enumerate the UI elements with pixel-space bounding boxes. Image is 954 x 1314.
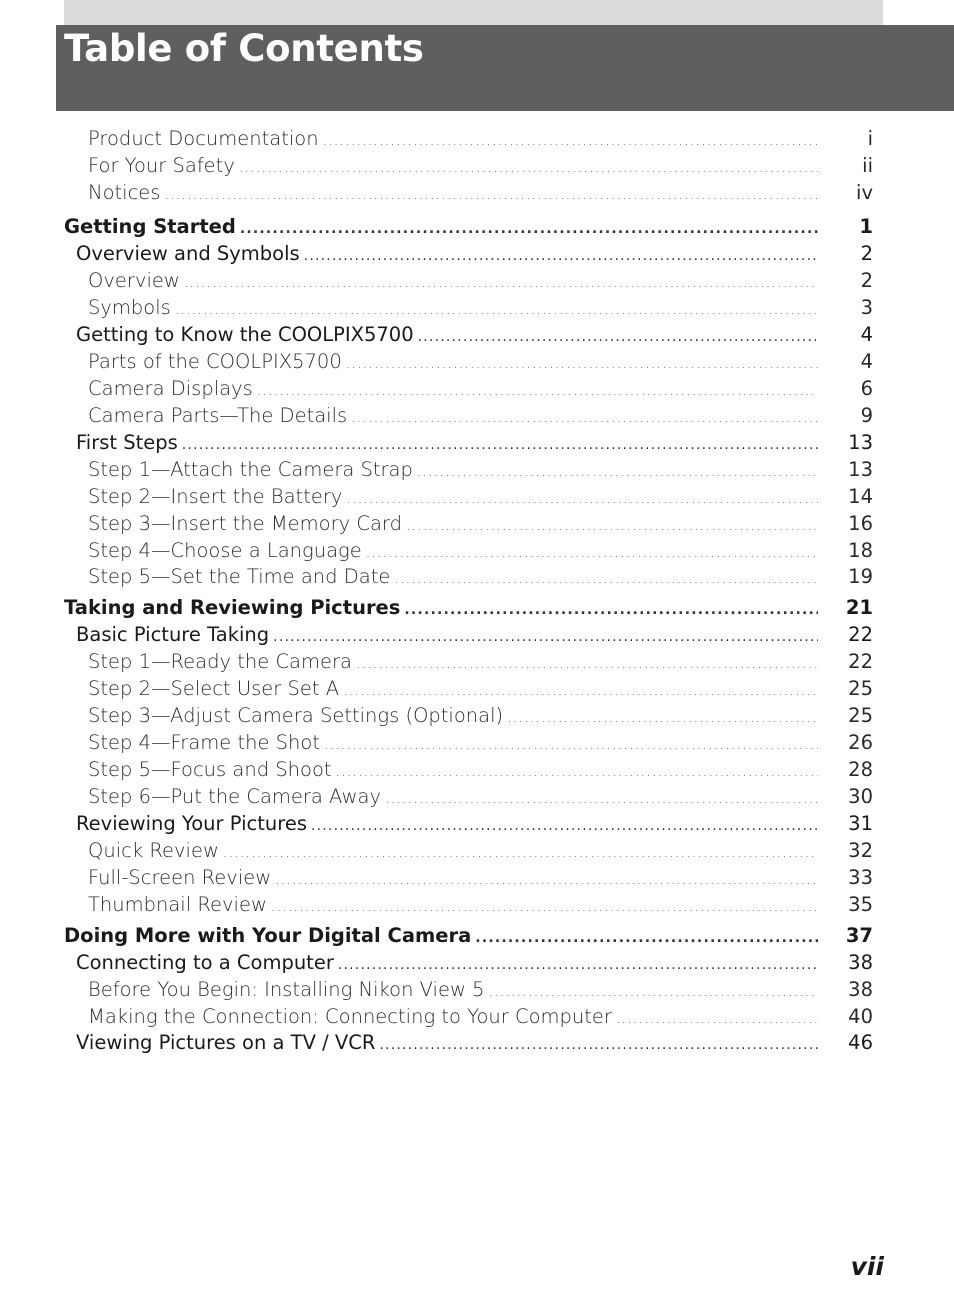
toc-entry bbox=[88, 677, 818, 703]
toc-entry-label: Thumbnail Review bbox=[88, 893, 267, 916]
toc-entry-label: Overview and Symbols bbox=[76, 242, 300, 265]
toc-entry-page: 28 bbox=[848, 758, 873, 781]
title-banner bbox=[56, 25, 954, 111]
toc-entry bbox=[88, 154, 818, 180]
toc-entry-label: For Your Safety bbox=[88, 154, 235, 177]
toc-entry-page: 6 bbox=[860, 377, 873, 400]
toc-entry bbox=[88, 181, 818, 207]
toc-entry bbox=[88, 731, 818, 757]
toc-leader-dots bbox=[366, 545, 818, 561]
toc-entry bbox=[88, 485, 818, 511]
toc-entry-page: 32 bbox=[848, 839, 873, 862]
toc-entry-label: Camera Parts—The Details bbox=[88, 404, 348, 427]
toc-entry-label: Step 2—Insert the Battery bbox=[88, 485, 343, 508]
toc-entry-label: Step 3—Adjust Camera Settings (Optional) bbox=[88, 704, 504, 727]
toc-entry bbox=[88, 565, 818, 591]
toc-leader-dots bbox=[336, 764, 818, 780]
toc-entry-label: Full-Screen Review bbox=[88, 866, 272, 889]
toc-entry-page: 38 bbox=[848, 951, 873, 974]
toc-entry bbox=[88, 839, 818, 865]
toc-entry bbox=[88, 377, 818, 403]
toc-entry-page: 46 bbox=[848, 1031, 873, 1054]
toc-entry bbox=[76, 323, 818, 349]
toc-leader-dots bbox=[406, 518, 818, 534]
toc-entry-page: 40 bbox=[848, 1005, 873, 1028]
toc-entry-page: 13 bbox=[848, 431, 873, 454]
toc-entry-label: Getting Started bbox=[64, 215, 236, 238]
toc-entry-page: 2 bbox=[860, 269, 873, 292]
page-title: Table of Contents bbox=[64, 27, 424, 70]
toc-entry-page: iv bbox=[856, 181, 873, 204]
toc-leader-dots bbox=[164, 187, 818, 203]
toc-entry-label: Symbols bbox=[88, 296, 171, 319]
toc-entry bbox=[88, 650, 818, 676]
toc-entry-label: Doing More with Your Digital Camera bbox=[64, 924, 472, 947]
toc-entry-label: Before You Begin: Installing Nikon View 5 bbox=[88, 978, 485, 1001]
toc-leader-dots bbox=[346, 491, 818, 507]
toc-entry bbox=[76, 1031, 818, 1057]
toc-leader-dots bbox=[385, 791, 818, 807]
toc-entry-label: First Steps bbox=[76, 431, 178, 454]
toc-entry-page: 16 bbox=[848, 512, 873, 535]
toc-entry bbox=[88, 758, 818, 784]
toc-entry bbox=[88, 1005, 818, 1031]
toc-entry-label: Step 6—Put the Camera Away bbox=[88, 785, 382, 808]
toc-entry bbox=[76, 951, 818, 977]
toc-entry-page: 22 bbox=[848, 650, 873, 673]
toc-leader-dots bbox=[489, 984, 818, 1000]
toc-entry bbox=[88, 269, 818, 295]
toc-entry-page: 14 bbox=[848, 485, 873, 508]
toc-entry-page: 2 bbox=[860, 242, 873, 265]
toc-entry-page: 26 bbox=[848, 731, 873, 754]
toc-leader-dots bbox=[323, 133, 818, 149]
toc-entry-label: Getting to Know the COOLPIX5700 bbox=[76, 323, 414, 346]
toc-entry-page: 31 bbox=[848, 812, 873, 835]
toc-entry bbox=[76, 812, 818, 838]
toc-entry-page: 18 bbox=[848, 539, 873, 562]
toc-entry bbox=[88, 458, 818, 484]
toc-entry-label: Parts of the COOLPIX5700 bbox=[88, 350, 342, 373]
toc-entry-page: 30 bbox=[848, 785, 873, 808]
toc-entry bbox=[76, 242, 818, 268]
toc-leader-dots bbox=[616, 1011, 818, 1027]
toc-entry-page: 25 bbox=[848, 677, 873, 700]
toc-entry-label: Step 4—Frame the Shot bbox=[88, 731, 320, 754]
toc-leader-dots bbox=[404, 602, 818, 618]
toc-entry bbox=[88, 127, 818, 153]
toc-leader-dots bbox=[240, 221, 818, 237]
toc-entry-label: Notices bbox=[88, 181, 161, 204]
toc-entry-label: Reviewing Your Pictures bbox=[76, 812, 307, 835]
toc-entry bbox=[76, 623, 818, 649]
toc-leader-dots bbox=[311, 818, 818, 834]
toc-entry-label: Step 5—Focus and Shoot bbox=[88, 758, 332, 781]
toc-leader-dots bbox=[343, 683, 818, 699]
toc-entry-page: 4 bbox=[860, 323, 873, 346]
toc-entry bbox=[88, 296, 818, 322]
toc-entry-page: 19 bbox=[848, 565, 873, 588]
toc-entry-page: 13 bbox=[848, 458, 873, 481]
toc-entry-label: Step 2—Select User Set A bbox=[88, 677, 340, 700]
toc-entry bbox=[88, 539, 818, 565]
toc-entry bbox=[64, 215, 818, 241]
toc-entry-label: Step 5—Set the Time and Date bbox=[88, 565, 391, 588]
toc-entry-page: 4 bbox=[860, 350, 873, 373]
toc-entry-label: Making the Connection: Connecting to Your Computer bbox=[88, 1005, 612, 1028]
toc-entry-label: Viewing Pictures on a TV / VCR bbox=[76, 1031, 376, 1054]
toc-entry-label: Quick Review bbox=[88, 839, 219, 862]
toc-entry-label: Basic Picture Taking bbox=[76, 623, 270, 646]
toc-leader-dots bbox=[338, 957, 818, 973]
toc-entry-label: Overview bbox=[88, 269, 180, 292]
toc-leader-dots bbox=[304, 248, 818, 264]
toc-entry-page: 3 bbox=[860, 296, 873, 319]
top-decorative-strip bbox=[64, 0, 883, 25]
toc-leader-dots bbox=[175, 302, 818, 318]
toc-leader-dots bbox=[324, 737, 818, 753]
toc-entry-label: Step 1—Ready the Camera bbox=[88, 650, 352, 673]
toc-entry-page: ii bbox=[862, 154, 873, 177]
toc-leader-dots bbox=[379, 1037, 818, 1053]
toc-leader-dots bbox=[223, 845, 818, 861]
toc-entry-page: 21 bbox=[845, 596, 873, 619]
toc-entry bbox=[88, 704, 818, 730]
toc-entry bbox=[88, 893, 818, 919]
toc-entry-page: 33 bbox=[848, 866, 873, 889]
toc-entry bbox=[88, 404, 818, 430]
toc-entry-page: 25 bbox=[848, 704, 873, 727]
toc-leader-dots bbox=[417, 464, 818, 480]
toc-entry bbox=[88, 978, 818, 1004]
toc-leader-dots bbox=[275, 872, 818, 888]
toc-entry-page: 1 bbox=[859, 215, 873, 238]
toc-entry-label: Step 3—Insert the Memory Card bbox=[88, 512, 402, 535]
toc-entry bbox=[88, 866, 818, 892]
toc-leader-dots bbox=[475, 930, 818, 946]
toc-leader-dots bbox=[257, 383, 818, 399]
toc-leader-dots bbox=[507, 710, 818, 726]
toc-entry bbox=[64, 596, 818, 622]
page-number: vii bbox=[850, 1252, 884, 1281]
toc-entry bbox=[64, 924, 818, 950]
toc-leader-dots bbox=[239, 160, 818, 176]
toc-leader-dots bbox=[273, 629, 818, 645]
toc-leader-dots bbox=[182, 437, 818, 453]
toc-entry-page: 38 bbox=[848, 978, 873, 1001]
toc-entry-page: 35 bbox=[848, 893, 873, 916]
toc-entry-page: 22 bbox=[848, 623, 873, 646]
toc-entry-page: 37 bbox=[845, 924, 873, 947]
toc-leader-dots bbox=[394, 571, 818, 587]
toc-entry bbox=[76, 431, 818, 457]
toc-entry bbox=[88, 512, 818, 538]
toc-entry-label: Step 4—Choose a Language bbox=[88, 539, 362, 562]
toc-entry-label: Connecting to a Computer bbox=[76, 951, 334, 974]
toc-entry-label: Step 1—Attach the Camera Strap bbox=[88, 458, 413, 481]
toc-leader-dots bbox=[418, 329, 818, 345]
toc-entry-page: 9 bbox=[860, 404, 873, 427]
toc-entry-page: i bbox=[867, 127, 873, 150]
toc-entry bbox=[88, 785, 818, 811]
toc-entry-label: Taking and Reviewing Pictures bbox=[64, 596, 401, 619]
toc-entry-label: Product Documentation bbox=[88, 127, 319, 150]
toc-leader-dots bbox=[346, 356, 818, 372]
toc-leader-dots bbox=[184, 275, 818, 291]
toc-entry bbox=[88, 350, 818, 376]
toc-leader-dots bbox=[351, 410, 818, 426]
toc-leader-dots bbox=[271, 899, 818, 915]
toc-entry-label: Camera Displays bbox=[88, 377, 253, 400]
toc-leader-dots bbox=[356, 656, 818, 672]
